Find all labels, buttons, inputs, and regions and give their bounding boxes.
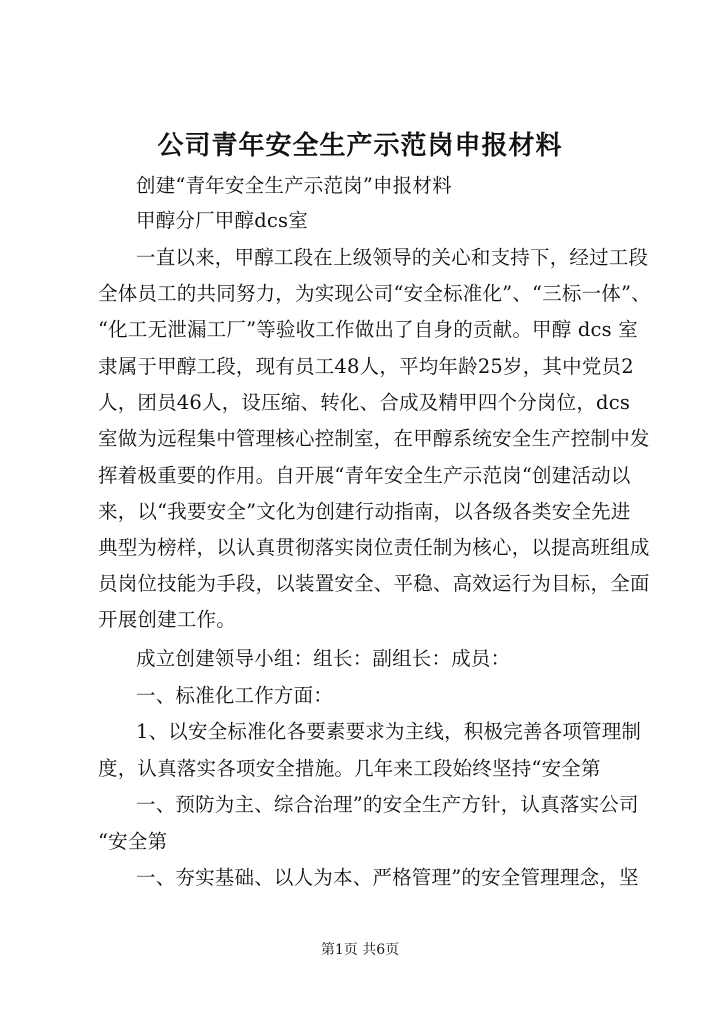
- paragraph-line: 度，认真落实各项安全措施。几年来工段始终坚持“安全第: [98, 757, 601, 780]
- paragraph-line: 全体员工的共同努力，为实现公司“安全标准化”、“三标一体”、: [98, 282, 651, 305]
- document-title: 公司青年安全生产示范岗申报材料: [157, 131, 563, 161]
- paragraph-line: 隶属于甲醇工段，现有员工48人，平均年龄25岁，其中党员2: [98, 355, 634, 378]
- paragraph-line: 一、夯实基础、以人为本、严格管理”的安全管理理念，坚: [136, 866, 639, 889]
- paragraph-line: 室做为远程集中管理核心控制室，在甲醇系统安全生产控制中发: [98, 427, 650, 450]
- paragraph-line: 人，团员46人，设压缩、转化、合成及精甲四个分岗位，dcs: [98, 391, 631, 414]
- page-number-footer: 第1页 共6页: [320, 942, 400, 958]
- paragraph-line: 甲醇分厂甲醇dcs室: [136, 209, 308, 232]
- paragraph-line: 创建“青年安全生产示范岗”申报材料: [136, 174, 452, 197]
- paragraph-line: 一直以来，甲醇工段在上级领导的关心和支持下，经过工段: [136, 246, 649, 269]
- paragraph-line: “化工无泄漏工厂”等验收工作做出了自身的贡献。甲醇 dcs 室: [98, 318, 638, 341]
- paragraph-line: 一、预防为主、综合治理”的安全生产方针，认真落实公司: [136, 793, 639, 816]
- paragraph-line: 来，以“我要安全”文化为创建行动指南，以各级各类安全先进: [98, 500, 631, 523]
- paragraph-line: 1、以安全标准化各要素要求为主线，积极完善各项管理制: [136, 720, 642, 743]
- paragraph-line: 成立创建领导小组：组长：副组长：成员：: [136, 647, 511, 670]
- paragraph-line: 典型为榜样，以认真贯彻落实岗位责任制为核心，以提高班组成: [98, 536, 650, 559]
- paragraph-line: 挥着极重要的作用。自开展“青年安全生产示范岗“创建活动以: [98, 464, 631, 487]
- paragraph-line: 开展创建工作。: [98, 608, 236, 631]
- paragraph-line: 员岗位技能为手段，以装置安全、平稳、高效运行为目标，全面: [98, 572, 650, 595]
- paragraph-line: 一、标准化工作方面：: [136, 684, 334, 707]
- paragraph-line: “安全第: [98, 830, 168, 853]
